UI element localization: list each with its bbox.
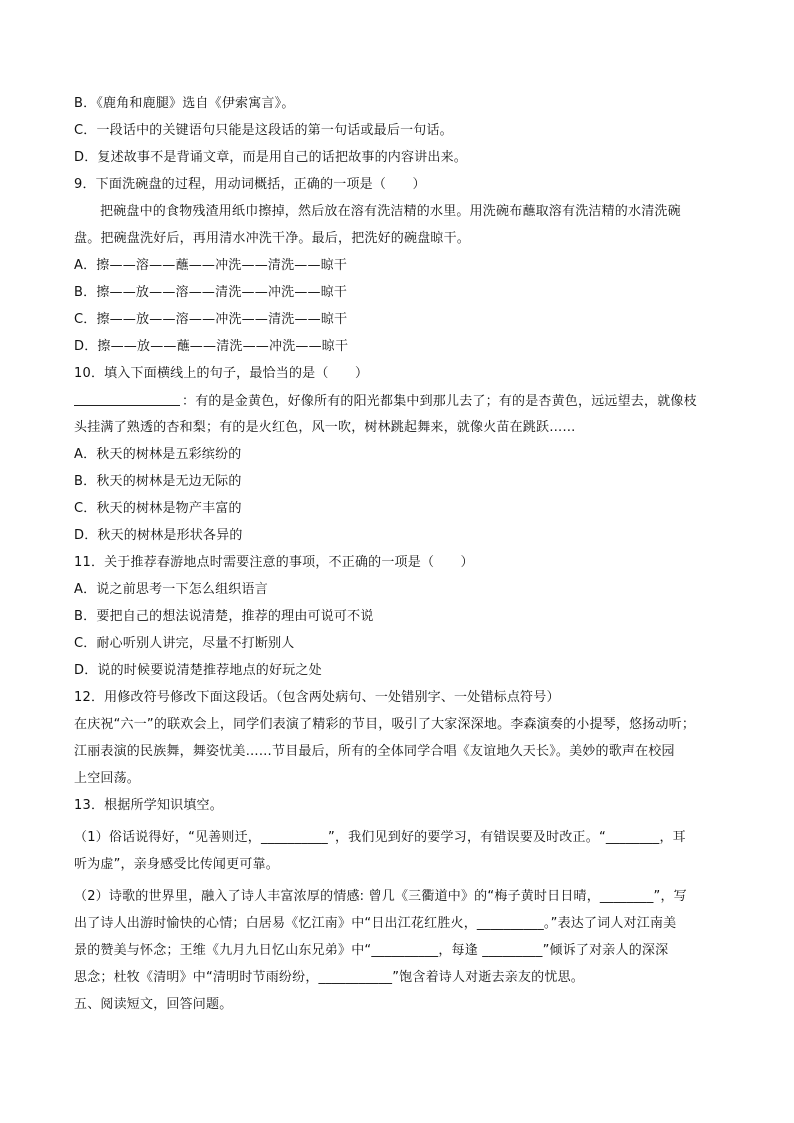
section-5-heading: 五、阅读短文，回答问题。	[74, 997, 233, 1012]
question-12-passage-line-3: 上空回荡。	[74, 771, 141, 786]
question-10-passage-text: ：有的是金黄色，好像所有的阳光都集中到那儿去了；有的是杏黄色，远远望去，就像枝	[182, 394, 697, 409]
option-8b: B．《鹿角和鹿腿》选自《伊索寓言》。	[74, 96, 295, 111]
option-11c: C．耐心听别人讲完，尽量不打断别人	[74, 636, 295, 651]
question-10: 10．填入下面横线上的句子，最恰当的是（ ）	[74, 366, 369, 381]
question-12-passage-line-1: 在庆祝“六一”的联欢会上，同学们表演了精彩的节目，吸引了大家深深地。李森演奏的小提琴，悠扬动听；	[74, 717, 696, 732]
option-9b: B．擦——放——溶——清洗——冲洗——晾干	[74, 285, 348, 300]
question-9: 9．下面洗碗盘的过程，用动词概括，正确的一项是（ ）	[74, 177, 426, 192]
question-11: 11．关于推荐春游地点时需要注意的事项，不正确的一项是（ ）	[74, 555, 474, 570]
question-13-part-2-line-2: 出了诗人出游时愉快的心情；白居易《忆江南》中“日出江花红胜火，__________。”表达了词人对江南美	[74, 916, 677, 931]
option-10a: A．秋天的树林是五彩缤纷的	[74, 447, 242, 462]
question-12: 12．用修改符号修改下面这段话。（包含两处病句、一处错别字、一处错标点符号）	[74, 690, 560, 705]
option-11b: B．要把自己的想法说清楚，推荐的理由可说可不说	[74, 609, 374, 624]
question-12-passage-line-2: 江丽表演的民族舞，舞姿忧美……节目最后，所有的全体同学合唱《友谊地久天长》。美妙的歌声在校园	[74, 744, 675, 759]
option-11a: A．说之前思考一下怎么组织语言	[74, 582, 268, 597]
question-13-part-2-line-4: 思念；杜牧《清明》中“清明时节雨纷纷，___________”饱含着诗人对逝去亲友的忧思。	[74, 970, 584, 985]
option-8d: D．复述故事不是背诵文章，而是用自己的话把故事的内容讲出来。	[74, 150, 468, 165]
option-9c: C．擦——放——溶——冲洗——清洗——晾干	[74, 312, 348, 327]
option-9a: A．擦——溶——蘸——冲洗——清洗——晾干	[74, 258, 348, 273]
question-13-part-2-line-1: （2）诗歌的世界里，融入了诗人丰富浓厚的情感: 曾几《三衢道中》的“梅子黄时日日晴，________”，写	[74, 889, 687, 904]
option-10c: C．秋天的树林是物产丰富的	[74, 501, 242, 516]
question-10-passage-line-1	[74, 391, 724, 411]
option-9d: D．擦——放——蘸——清洗——冲洗——晾干	[74, 339, 349, 354]
option-11d: D．说的时候要说清楚推荐地点的好玩之处	[74, 663, 322, 678]
answer-blank[interactable]	[74, 391, 180, 406]
question-10-passage-line-2: 头挂满了熟透的杏和梨；有的是火红色，风一吹，树林跳起舞来，就像火苗在跳跃……	[74, 420, 576, 435]
question-13-part-1-line-2: 听为虚”，亲身感受比传闻更可靠。	[74, 857, 279, 872]
question-9-passage-line-1: 把碗盘中的食物残渣用纸巾擦掉，然后放在溶有洗洁精的水里。用洗碗布蘸取溶有洗洁精的水清洗碗	[100, 204, 681, 219]
option-8c: C．一段话中的关键语句只能是这段话的第一句话或最后一句话。	[74, 123, 453, 138]
question-13: 13．根据所学知识填空。	[74, 798, 223, 813]
option-10b: B．秋天的树林是无边无际的	[74, 474, 242, 489]
option-10d: D．秋天的树林是形状各异的	[74, 528, 243, 543]
question-13-part-1-line-1: （1）俗话说得好，“见善则迁，__________”，我们见到好的要学习，有错误要及时改正。“________，耳	[74, 830, 686, 845]
question-9-passage-line-2: 盘。把碗盘洗好后，再用清水冲洗干净。最后，把洗好的碗盘晾干。	[74, 231, 471, 246]
question-13-part-2-line-3: 景的赞美与怀念；王维《九月九日忆山东兄弟》中“__________，每逢 _________”倾诉了对亲人的深深	[74, 943, 669, 958]
